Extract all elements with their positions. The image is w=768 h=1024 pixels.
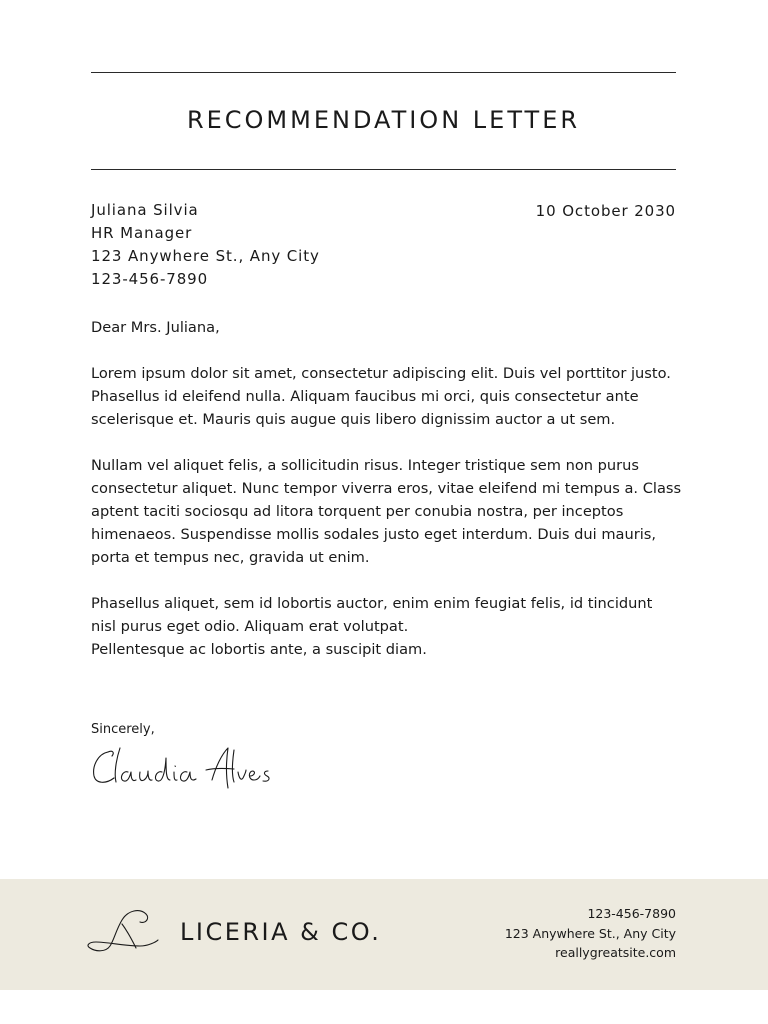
- company-name: LICERIA & CO.: [180, 918, 382, 946]
- letter-date: 10 October 2030: [535, 202, 676, 220]
- closing-text: Sincerely,: [91, 722, 155, 737]
- paragraph-line: himenaeos. Suspendisse mollis sodales justo eget interdum. Duis dui mauris,: [91, 526, 657, 543]
- body-paragraph: [91, 362, 681, 431]
- recipient-role: HR Manager: [91, 224, 193, 242]
- paragraph-line: Phasellus id eleifend nulla. Aliquam faucibus mi orci, quis consectetur ante: [91, 388, 639, 405]
- letter-title: RECOMMENDATION LETTER: [186, 106, 581, 134]
- handwritten-signature: [88, 740, 278, 800]
- body-paragraph: [91, 592, 681, 661]
- company-contact: [505, 904, 676, 963]
- paragraph-line: Pellentesque ac lobortis ante, a suscipit diam.: [91, 641, 427, 658]
- body-paragraph: [91, 454, 681, 569]
- paragraph-line: consectetur aliquet. Nunc tempor viverra eros, vitae eleifend mi tempus a. Class: [91, 480, 682, 497]
- paragraph-line: nisl purus eget odio. Aliquam erat volutpat.: [91, 618, 409, 635]
- paragraph-line: porta et tempus nec, gravida ut enim.: [91, 549, 370, 566]
- recipient-block: [91, 199, 320, 291]
- paragraph-line: Lorem ipsum dolor sit amet, consectetur adipiscing elit. Duis vel porttitor justo.: [91, 365, 671, 382]
- recipient-name: Juliana Silvia: [91, 201, 199, 219]
- paragraph-line: scelerisque et. Mauris quis augue quis libero dignissim auctor a ut sem.: [91, 411, 616, 428]
- salutation: Dear Mrs. Juliana,: [91, 319, 220, 336]
- letter-body: [91, 316, 681, 684]
- company-phone: 123-456-7890: [587, 906, 676, 921]
- script-letter-l-logo-icon: [84, 906, 164, 956]
- company-website[interactable]: reallygreatsite.com: [555, 945, 676, 960]
- paragraph-line: aptent taciti sociosqu ad litora torquent per conubia nostra, per inceptos: [91, 503, 624, 520]
- recipient-phone: 123-456-7890: [91, 270, 209, 288]
- header-bottom-rule: [91, 169, 676, 170]
- paragraph-line: Phasellus aliquet, sem id lobortis auctor, enim enim feugiat felis, id tincidunt: [91, 595, 653, 612]
- paragraph-line: Nullam vel aliquet felis, a sollicitudin risus. Integer tristique sem non purus: [91, 457, 640, 474]
- recipient-address: 123 Anywhere St., Any City: [91, 247, 320, 265]
- company-address: 123 Anywhere St., Any City: [504, 925, 676, 941]
- header-top-rule: [91, 72, 676, 73]
